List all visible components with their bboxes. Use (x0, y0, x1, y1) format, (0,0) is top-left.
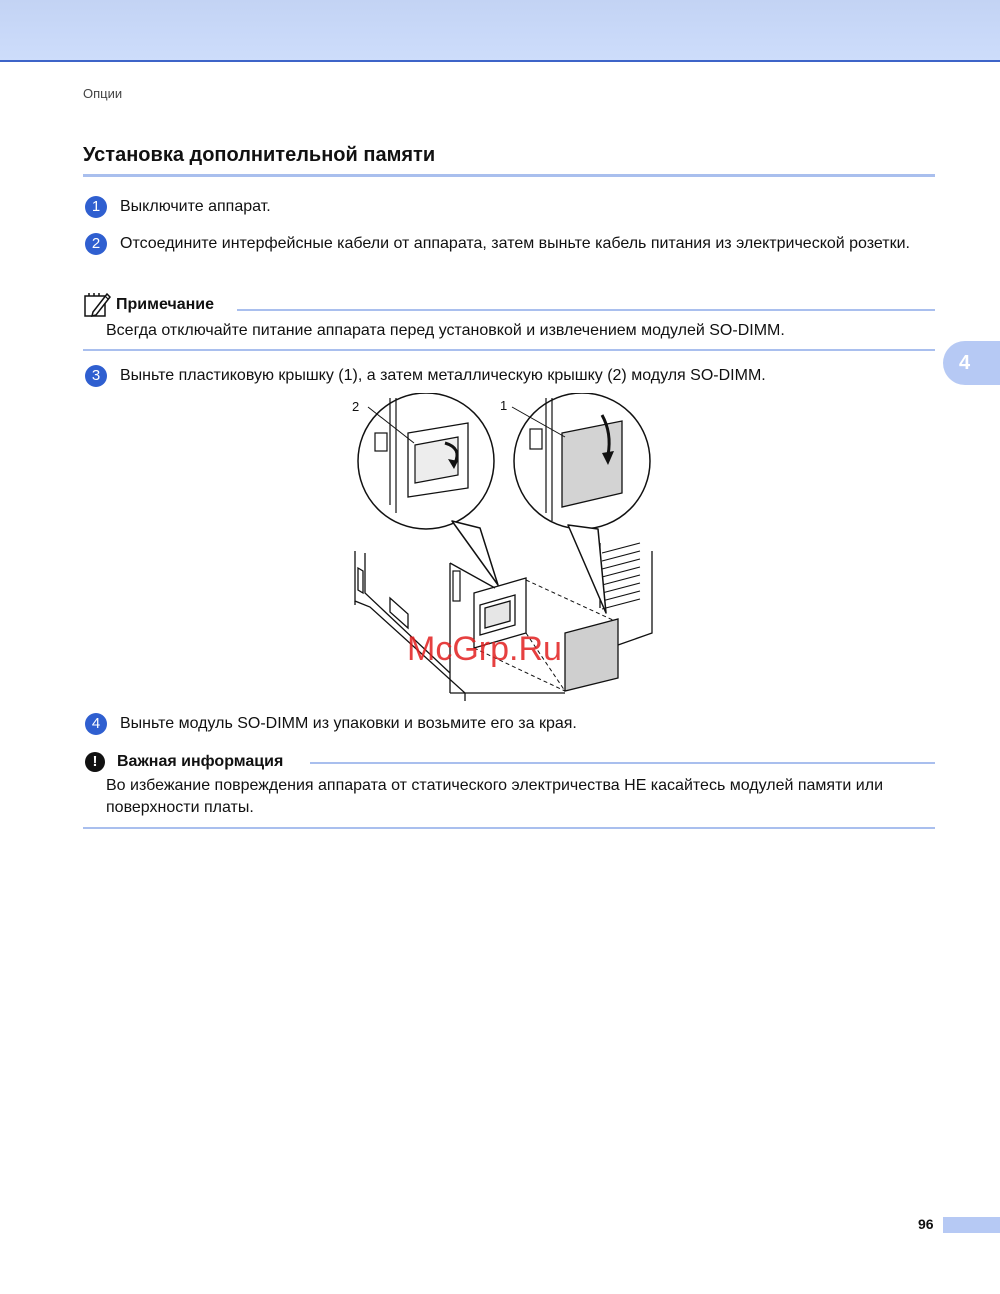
note-label: Примечание (116, 296, 215, 313)
note-rule (237, 309, 935, 311)
chapter-number: 4 (959, 352, 971, 374)
step-number-badge: 3 (85, 365, 107, 387)
step-text: Выньте модуль SO-DIMM из упаковки и возьмите его за края. (120, 715, 577, 732)
vent-grille (602, 543, 640, 609)
step-number-badge: 1 (85, 196, 107, 218)
callout-label-1: 1 (500, 398, 508, 413)
important-text: Во избежание повреждения аппарата от статического электричества НЕ касайтесь модулей памяти или поверхности платы. (106, 777, 884, 816)
printer-port (453, 571, 460, 601)
zoom-circle-plastic-cover (514, 393, 650, 613)
step-text: Выключите аппарат. (120, 198, 271, 215)
page-title: Установка дополнительной памяти (83, 144, 436, 166)
plastic-cover (565, 619, 618, 691)
step-number-badge: 4 (85, 713, 107, 735)
page-number: 96 (918, 1216, 934, 1232)
page-tab (943, 1217, 1000, 1233)
important-label: Важная информация (117, 753, 284, 770)
step-text: Выньте пластиковую крышку (1), а затем металлическую крышку (2) модуля SO-DIMM. (120, 367, 766, 384)
watermark: McGrp.Ru (407, 630, 562, 668)
zoom-circle-metal-cover (358, 393, 498, 585)
step-number-badge: 2 (85, 233, 107, 255)
important-rule (310, 762, 935, 764)
step-text: Отсоедините интерфейсные кабели от аппарата, затем выньте кабель питания из электрической розетки. (120, 235, 910, 252)
important-bottom-rule (83, 827, 935, 829)
breadcrumb: Опции (83, 86, 123, 101)
note-pencil-icon (83, 290, 111, 318)
chapter-tab (943, 341, 1000, 385)
page-header-band (0, 0, 1000, 62)
callout-label-2: 2 (352, 399, 360, 414)
note-text: Всегда отключайте питание аппарата перед установкой и извлечением модулей SO-DIMM. (106, 322, 785, 339)
title-underline (83, 174, 935, 177)
exclamation-icon: ! (85, 752, 105, 772)
note-bottom-rule (83, 349, 935, 351)
so-dimm-cover-illustration (350, 393, 660, 703)
